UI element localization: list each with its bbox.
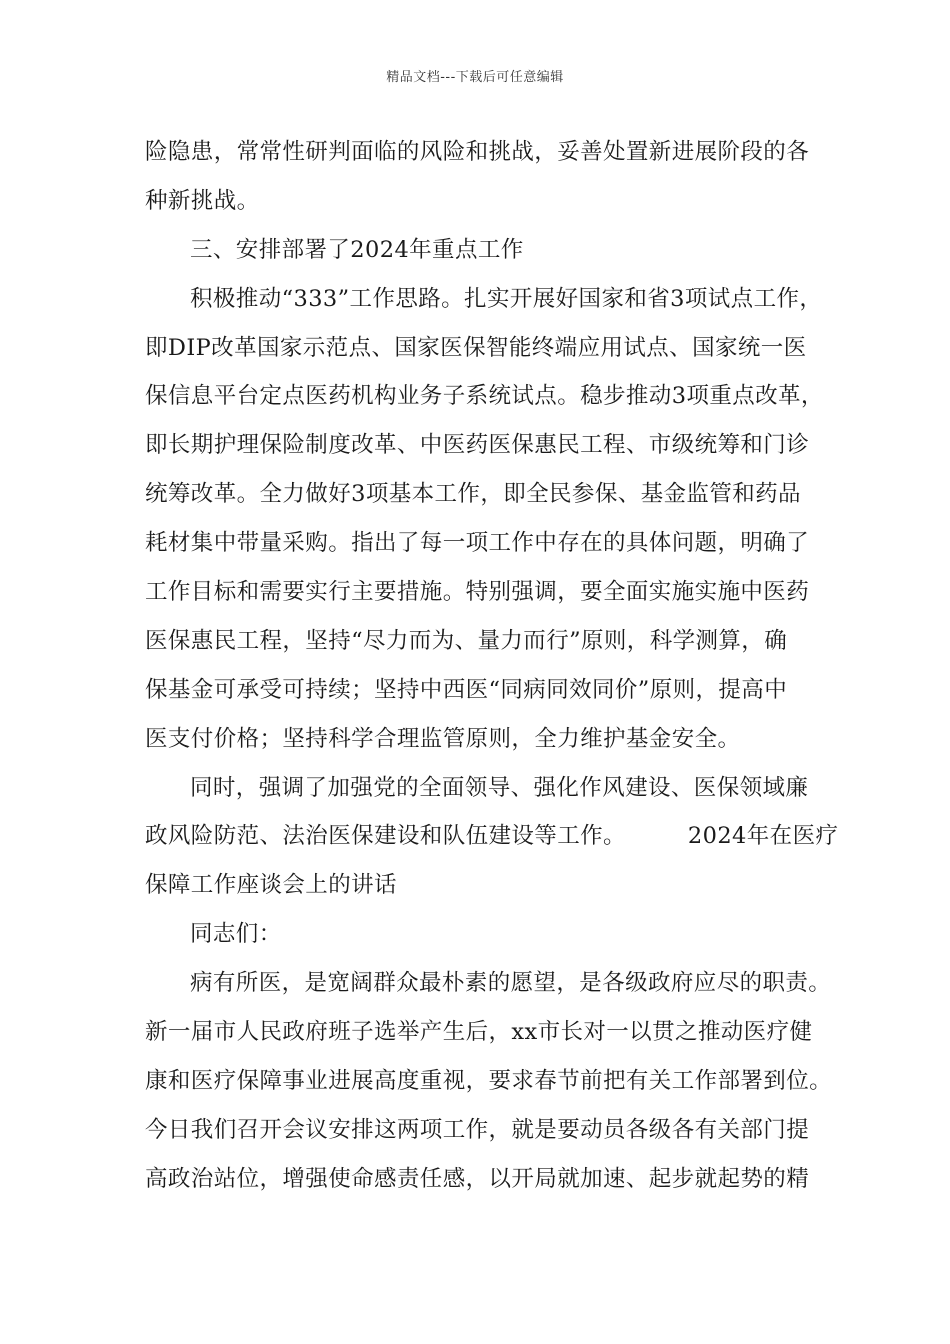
text-line: 即长期护理保险制度改革、中医药医保惠民工程、市级统筹和门诊: [145, 432, 810, 459]
speech-title-end: 保障工作座谈会上的讲话: [145, 872, 397, 899]
text-line: 保信息平台定点医药机构业务子系统试点。稳步推动3项重点改革，: [145, 383, 824, 410]
salutation: 同志们：: [190, 921, 282, 948]
text-line: 医保惠民工程，坚持“尽力而为、量力而行”原则，科学测算，确: [145, 627, 788, 654]
text-line: 新一届市人民政府班子选举产生后，xx市长对一以贯之推动医疗健: [145, 1019, 813, 1046]
text-line: 同时，强调了加强党的全面领导、强化作风建设、医保领域廉: [190, 774, 809, 801]
text-line: 医支付价格；坚持科学合理监管原则，全力维护基金安全。: [145, 725, 741, 752]
text-line: 工作目标和需要实行主要措施。特别强调，要全面实施实施中医药: [145, 579, 810, 606]
text-line: 今日我们召开会议安排这两项工作，就是要动员各级各有关部门提: [145, 1116, 810, 1143]
text-line: 统筹改革。全力做好3项基本工作，即全民参保、基金监管和药品: [145, 481, 801, 508]
text-line-main: 政风险防范、法治医保建设和队伍建设等工作。: [145, 823, 626, 850]
speech-title-start: 2024年在医疗: [687, 823, 839, 850]
document-body: [145, 128, 839, 1204]
page-header: 精品文档---下载后可任意编辑: [386, 70, 564, 85]
text-line: [145, 812, 839, 861]
text-line: 康和医疗保障事业进展高度重视，要求春节前把有关工作部署到位。: [145, 1067, 833, 1094]
text-line: 种新挑战。: [145, 187, 260, 214]
section-heading: 三、安排部署了2024年重点工作: [190, 236, 524, 263]
text-line: 险隐患，常常性研判面临的风险和挑战，妥善处置新进展阶段的各: [145, 139, 810, 165]
text-line: 即DIP改革国家示范点、国家医保智能终端应用试点、国家统一医: [145, 334, 807, 361]
text-line: 高政治站位，增强使命感责任感，以开局就加速、起步就起势的精: [145, 1165, 810, 1192]
text-line: 耗材集中带量采购。指出了每一项工作中存在的具体问题，明确了: [145, 530, 810, 557]
text-line: 积极推动“333”工作思路。扎实开展好国家和省3项试点工作，: [190, 285, 823, 312]
text-line: 病有所医，是宽阔群众最朴素的愿望，是各级政府应尽的职责。: [190, 970, 832, 997]
text-line: 保基金可承受可持续；坚持中西医“同病同效同价”原则，提高中: [145, 676, 788, 703]
